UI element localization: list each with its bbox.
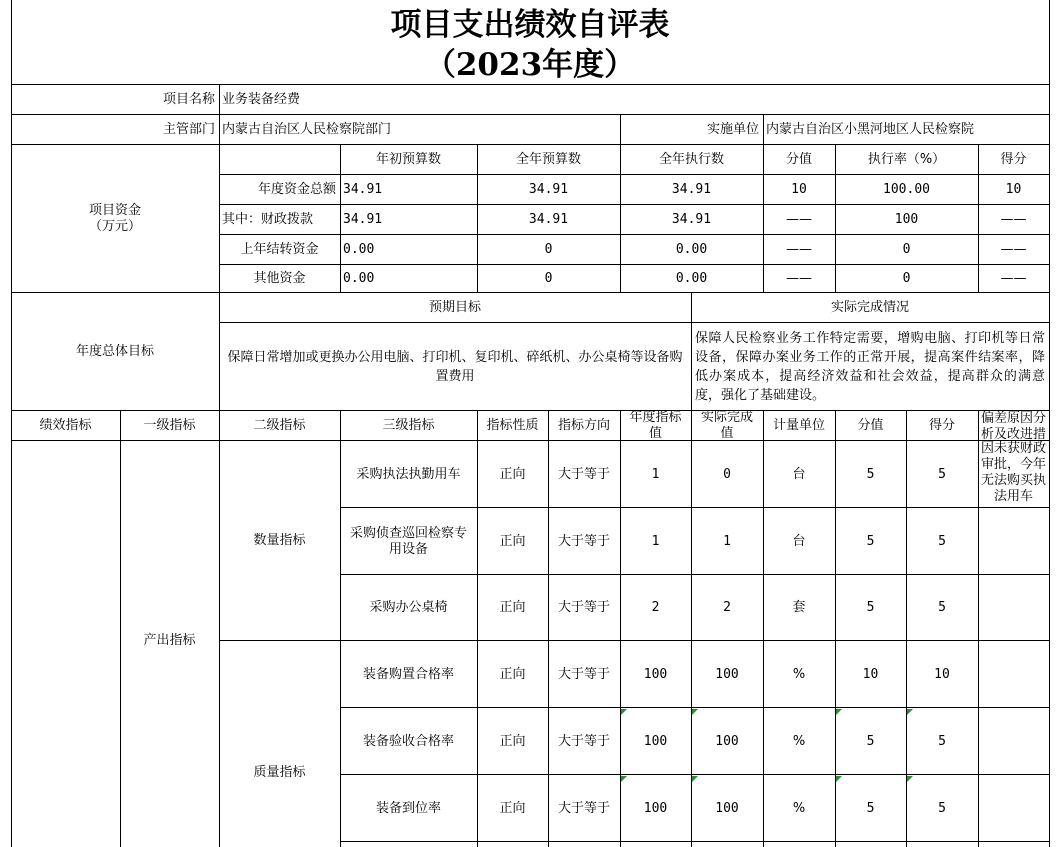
indicator-actual[interactable]: 100 [715, 800, 739, 816]
funds-row-score[interactable]: —— [1000, 242, 1027, 257]
indicator-actual[interactable]: 100 [715, 666, 739, 682]
funds-row-annual[interactable]: 0 [544, 242, 553, 257]
cell-comment-marker [836, 709, 842, 715]
funds-row-executed[interactable]: 0.00 [675, 271, 708, 286]
indicator-nature[interactable]: 正向 [499, 600, 526, 615]
indicator-target[interactable]: 1 [651, 533, 660, 549]
indicator-nature[interactable]: 正向 [499, 533, 526, 549]
indicator-score[interactable]: 5 [938, 800, 946, 816]
funds-row-initial[interactable]: 34.91 [343, 182, 383, 197]
indicator-direction[interactable]: 大于等于 [557, 533, 610, 549]
funds-header-score-value: 分值 [785, 152, 812, 167]
header-target: 年度指标值 [629, 411, 682, 441]
title-line-2: （2023年度） [424, 47, 636, 83]
funds-row-name: 其他资金 [253, 271, 306, 286]
header-direction: 指标方向 [557, 418, 610, 433]
project-name-label: 项目名称 [162, 92, 215, 107]
funds-row-score-value[interactable]: —— [786, 242, 812, 257]
indicator-target[interactable]: 100 [643, 800, 668, 816]
indicator-unit[interactable]: 套 [792, 600, 806, 615]
dept-value[interactable]: 内蒙古自治区人民检察院部门 [222, 122, 392, 137]
funds-row-rate[interactable]: 0 [902, 242, 911, 257]
cell-comment-marker [621, 709, 627, 715]
indicator-actual[interactable]: 0 [723, 466, 731, 482]
indicator-nature[interactable]: 正向 [499, 733, 526, 749]
header-nature: 指标性质 [486, 418, 539, 433]
cell-comment-marker [692, 776, 698, 782]
funds-row-score[interactable]: —— [1000, 212, 1027, 227]
funds-row-rate[interactable]: 0 [902, 271, 911, 286]
indicator-name: 采购执法执勤用车 [356, 466, 461, 482]
cell-comment-marker [692, 709, 698, 715]
indicator-score-value[interactable]: 5 [866, 533, 875, 549]
cell-comment-marker [907, 709, 913, 715]
indicator-unit[interactable]: 台 [792, 533, 806, 549]
indicator-unit[interactable]: % [792, 733, 806, 749]
funds-row-name: 其中：财政拨款 [222, 212, 314, 227]
funds-label-line-1: 项目资金 [88, 203, 141, 218]
indicator-score-value[interactable]: 5 [866, 600, 875, 615]
indicator-name: 采购侦查巡回检察专用设备 [349, 525, 467, 557]
indicator-target[interactable]: 2 [651, 600, 660, 615]
dept-label: 主管部门 [162, 122, 215, 137]
funds-row-rate[interactable]: 100 [894, 212, 919, 227]
indicator-actual[interactable]: 2 [723, 600, 731, 615]
funds-row-executed[interactable]: 0.00 [675, 242, 708, 257]
indicator-score-value[interactable]: 5 [866, 466, 875, 482]
funds-header-score: 得分 [1000, 152, 1027, 167]
funds-row-annual[interactable]: 34.91 [528, 182, 569, 197]
funds-row-name: 年度资金总额 [257, 182, 336, 197]
funds-label [11, 145, 219, 293]
indicator-name: 采购办公桌椅 [369, 600, 448, 615]
indicator-actual[interactable]: 100 [715, 733, 739, 749]
indicator-score[interactable]: 10 [934, 666, 950, 682]
project-name-value[interactable]: 业务装备经费 [222, 92, 301, 107]
indicator-deviation[interactable] [978, 708, 1049, 775]
indicator-score[interactable]: 5 [938, 733, 946, 749]
header-unit: 计量单位 [772, 418, 825, 433]
indicator-actual[interactable]: 1 [723, 533, 731, 549]
funds-row-executed[interactable]: 34.91 [671, 182, 712, 197]
header-actual: 实际完成值 [700, 411, 753, 441]
unit-value[interactable]: 内蒙古自治区小黑河地区人民检察院 [766, 122, 975, 137]
cell-comment-marker [836, 776, 842, 782]
expected-goal-header: 预期目标 [428, 300, 481, 315]
header-level1: 一级指标 [143, 418, 196, 433]
indicator-unit[interactable]: % [792, 800, 806, 816]
funds-row-score-value[interactable]: 10 [791, 182, 807, 197]
funds-header-annual: 全年预算数 [515, 152, 581, 167]
funds-row-annual[interactable]: 34.91 [528, 212, 569, 227]
indicator-direction[interactable]: 大于等于 [557, 733, 610, 749]
indicator-deviation[interactable] [978, 575, 1049, 641]
indicator-score[interactable]: 5 [938, 600, 946, 615]
funds-row-score[interactable]: 10 [1005, 182, 1022, 197]
indicator-score[interactable]: 5 [938, 466, 946, 482]
indicator-target[interactable]: 1 [651, 466, 660, 482]
title-line-1: 项目支出绩效自评表 [390, 7, 670, 43]
header-deviation: 偏差原因分析及改进措 [981, 411, 1047, 441]
funds-row-score[interactable]: —— [1000, 271, 1027, 286]
indicator-name: 装备验收合格率 [362, 733, 454, 749]
funds-row-rate[interactable]: 100.00 [883, 182, 930, 197]
funds-label-line-2: （万元） [88, 219, 141, 234]
expected-goal-text[interactable]: 保障日常增加或更换办公用电脑、打印机、复印机、碎纸机、办公桌椅等设备购置费用 [227, 350, 683, 384]
header-level2: 二级指标 [253, 418, 306, 433]
indicator-score-value[interactable]: 5 [866, 800, 875, 816]
indicator-nature[interactable]: 正向 [499, 666, 526, 682]
indicator-name: 装备到位率 [375, 800, 441, 816]
actual-completion-header: 实际完成情况 [830, 300, 909, 315]
cell-comment-marker [907, 776, 913, 782]
header-performance-indicator: 绩效指标 [39, 418, 92, 433]
header-score: 得分 [928, 418, 955, 433]
funds-row-initial[interactable]: 34.91 [343, 212, 383, 227]
indicator-nature[interactable]: 正向 [499, 800, 526, 816]
funds-row-initial[interactable]: 0.00 [343, 271, 375, 286]
goals-label: 年度总体目标 [75, 344, 154, 359]
funds-header-executed: 全年执行数 [658, 152, 724, 167]
unit-label: 实施单位 [706, 122, 759, 137]
indicator-deviation[interactable] [978, 508, 1049, 575]
funds-row-initial[interactable]: 0.00 [343, 242, 375, 257]
indicator-score-value[interactable]: 10 [862, 666, 879, 682]
actual-completion-text[interactable]: 保障人民检察业务工作特定需要，增购电脑、打印机等日常设备，保障办案业务工作的正常开展，提高案件结案率，降低办案成本，提高经济效益和社会效益，提高群众的满意度，强化了基础建设。 [695, 331, 1045, 403]
indicator-score-value[interactable]: 5 [866, 733, 875, 749]
group-quality: 质量指标 [253, 765, 306, 780]
indicator-deviation[interactable] [978, 775, 1049, 842]
indicator-direction[interactable]: 大于等于 [557, 666, 610, 682]
indicator-target[interactable]: 100 [643, 733, 668, 749]
funds-row-annual[interactable]: 0 [544, 271, 553, 286]
indicator-direction[interactable]: 大于等于 [557, 600, 610, 615]
funds-row-name: 上年结转资金 [240, 242, 319, 257]
funds-row-score-value[interactable]: —— [786, 271, 812, 286]
indicator-name: 装备购置合格率 [362, 666, 454, 682]
group-quantity: 数量指标 [253, 533, 306, 548]
funds-header-rate: 执行率（%） [867, 152, 946, 167]
cell-comment-marker [621, 776, 627, 782]
level1-output: 产出指标 [143, 633, 196, 648]
header-level3: 三级指标 [382, 418, 435, 433]
indicator-target[interactable]: 100 [643, 666, 668, 682]
indicator-deviation[interactable] [978, 641, 1049, 708]
funds-header-initial: 年初预算数 [375, 152, 441, 167]
indicator-score[interactable]: 5 [938, 533, 946, 549]
indicator-unit[interactable]: 台 [792, 466, 806, 482]
funds-row-executed[interactable]: 34.91 [671, 212, 712, 227]
indicator-direction[interactable]: 大于等于 [557, 800, 610, 816]
funds-row-score-value[interactable]: —— [786, 212, 812, 227]
indicator-deviation[interactable]: 因未获财政审批，今年无法购买执法用车 [981, 441, 1047, 504]
sheet-title [11, 6, 1049, 84]
indicator-unit[interactable]: % [792, 666, 806, 682]
header-score-value: 分值 [857, 418, 884, 433]
indicator-direction[interactable]: 大于等于 [557, 466, 610, 482]
indicator-nature[interactable]: 正向 [499, 466, 526, 482]
